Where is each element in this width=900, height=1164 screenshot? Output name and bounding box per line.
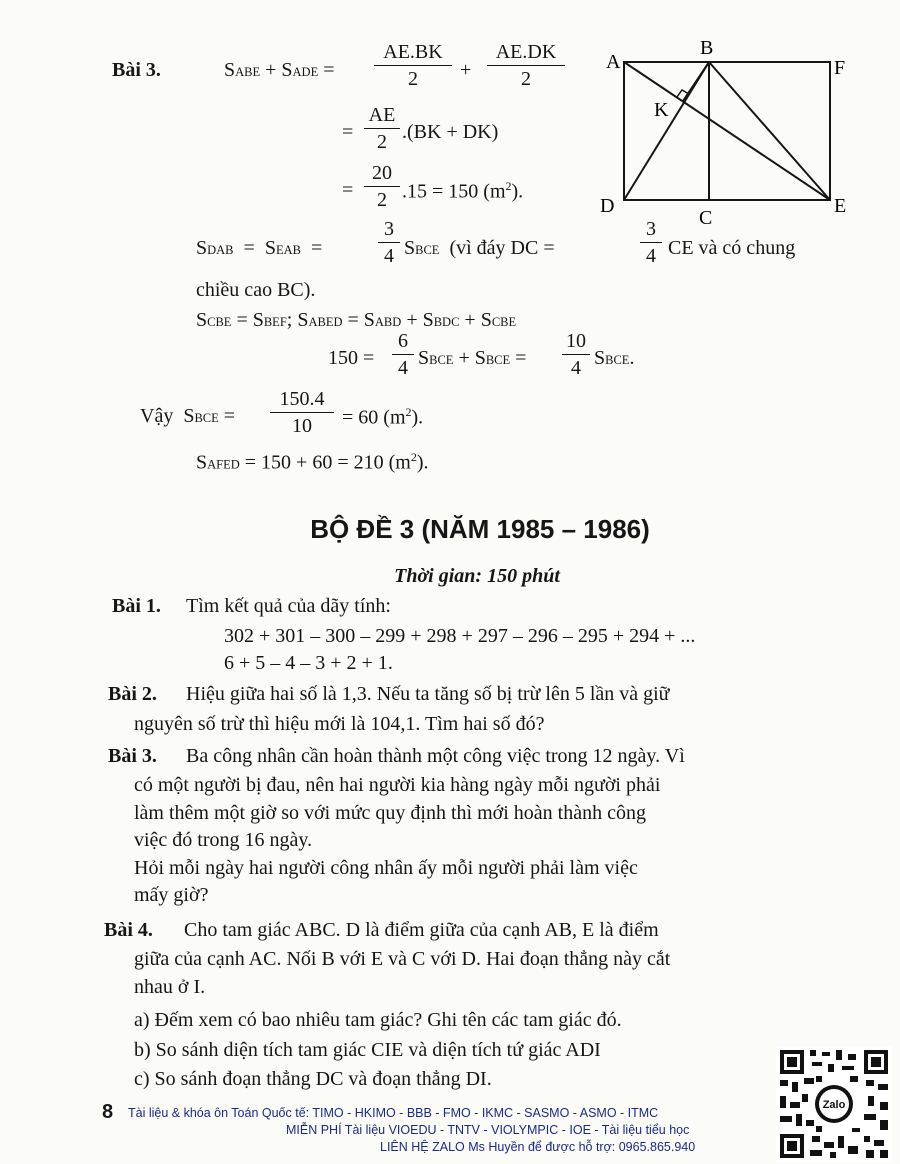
fraction-10-4: $\frac{10}{4}$ xyxy=(562,331,590,378)
fraction-20-2: $\frac{20}{2}$ xyxy=(364,163,400,210)
label-b: B xyxy=(700,37,714,59)
problem-3-line-4: việc đó trong 16 ngày. xyxy=(134,829,313,851)
problem-4-label: Bài 4. xyxy=(104,919,153,941)
problem-4-part-b: b) So sánh diện tích tam giác CIE và diện tích tứ giác ADI xyxy=(134,1039,601,1061)
section-title: BỘ ĐỀ 3 (NĂM 1985 – 1986) xyxy=(310,514,650,544)
plus-sign: + xyxy=(460,59,472,81)
fraction-3-4-b: $\frac{3}{4}$ xyxy=(640,219,662,266)
problem-1-sequence-end: 6 + 5 – 4 – 3 + 2 + 1. xyxy=(224,652,393,674)
fraction-150-4-10: $\frac{150.4}{10}$ xyxy=(270,389,334,436)
solution-line-2: .(BK + DK) xyxy=(402,121,499,143)
solution-line-8: Vậy SBCE = xyxy=(140,405,236,427)
footer-line-2: MIỄN PHÍ Tài liệu VIOEDU - TNTV - VIOLYMPIC - IOE - Tài liệu tiểu học xyxy=(286,1123,690,1137)
problem-2-line-1: Hiệu giữa hai số là 1,3. Nếu ta tăng số bị trừ lên 5 lần và giữ xyxy=(186,683,670,705)
footer-line-1: Tài liệu & khóa ôn Toán Quốc tế: TIMO - HKIMO - BBB - FMO - IKMC - SASMO - ASMO - ITMC xyxy=(128,1106,659,1120)
solution-line-1: SABE + SADE = xyxy=(224,59,335,81)
label-e: E xyxy=(834,195,847,217)
problem-4-line-1: Cho tam giác ABC. D là điểm giữa của cạnh AB, E là điểm xyxy=(184,919,659,941)
footer-line-3: LIÊN HỆ ZALO Ms Huyền để được hỗ trợ: 0965.865.940 xyxy=(380,1140,696,1154)
fraction-6-4: $\frac{6}{4}$ xyxy=(392,331,414,378)
equals-sign: = xyxy=(342,121,354,143)
problem-3-line-2: có một người bị đau, nên hai người kia hàng ngày mỗi người phải xyxy=(134,774,661,796)
solution-line-8-b: = 60 $(m^2)$. xyxy=(342,405,424,429)
problem-3-line-1: Ba công nhân cần hoàn thành một công việc trong 12 ngày. Vì xyxy=(186,745,685,767)
fraction-ae-2: $\frac{AE}{2}$ xyxy=(364,105,400,152)
problem-3-line-3: làm thêm một giờ so với mức quy định thì mới hoàn thành công xyxy=(134,802,646,824)
solution-line-7-c: SBCE. xyxy=(594,347,635,369)
solution-line-9: SAFED = 150 + 60 = 210 $(m^2)$. xyxy=(196,450,429,474)
solution-line-7-b: SBCE + SBCE = xyxy=(418,347,527,369)
solution-label: Bài 3. xyxy=(112,59,161,81)
problem-3-label: Bài 3. xyxy=(108,745,157,767)
segment-bk xyxy=(683,62,709,101)
solution-line-3: .15 = 150 $(m^2)$. xyxy=(402,179,524,203)
zalo-qr-code[interactable] xyxy=(776,1046,892,1162)
zalo-logo: Zalo xyxy=(822,1099,846,1111)
solution-line-7: 150 = xyxy=(328,347,375,369)
problem-4-part-a: a) Đếm xem có bao nhiêu tam giác? Ghi tên các tam giác đó. xyxy=(134,1009,622,1031)
solution-line-6: SCBE = SBEF; SABED = SABD + SBDC + SCBE xyxy=(196,309,517,331)
label-a: A xyxy=(606,51,621,73)
fraction-ae-dk: $\frac{AE.DK}{2}$ xyxy=(487,42,565,89)
problem-3-line-5: Hỏi mỗi ngày hai người công nhân ấy mỗi người phải làm việc xyxy=(134,857,638,879)
problem-1-label: Bài 1. xyxy=(112,595,161,617)
label-c: C xyxy=(699,207,713,226)
label-f: F xyxy=(834,57,846,79)
problem-4-part-c: c) So sánh đoạn thẳng DC và đoạn thẳng DI. xyxy=(134,1068,492,1090)
equals-sign: = xyxy=(342,179,354,201)
label-k: K xyxy=(654,99,669,121)
solution-line-5: chiều cao BC). xyxy=(196,279,316,301)
solution-line-4-c: CE và có chung xyxy=(668,237,796,259)
problem-4-line-3: nhau ở I. xyxy=(134,976,206,998)
problem-1-sequence: 302 + 301 – 300 – 299 + 298 + 297 – 296 – 295 + 294 + ... xyxy=(224,625,696,647)
problem-2-line-2: nguyên số trừ thì hiệu mới là 104,1. Tìm hai số đó? xyxy=(134,713,545,735)
fraction-ae-bk: $\frac{AE.BK}{2}$ xyxy=(374,42,452,89)
geometry-figure xyxy=(596,36,860,226)
solution-line-4: SDAB = SEAB = xyxy=(196,237,323,259)
time-allowed: Thời gian: 150 phút xyxy=(394,565,560,587)
problem-3-line-6: mấy giờ? xyxy=(134,884,209,906)
solution-line-4-b: SBCE (vì đáy DC = xyxy=(404,237,555,259)
problem-2-label: Bài 2. xyxy=(108,683,157,705)
problem-1-text: Tìm kết quả của dãy tính: xyxy=(186,595,391,617)
problem-4-line-2: giữa của cạnh AC. Nối B với E và C với D. Hai đoạn thẳng này cắt xyxy=(134,948,671,970)
fraction-3-4: $\frac{3}{4}$ xyxy=(378,219,400,266)
label-d: D xyxy=(600,195,615,217)
page-number: 8 xyxy=(102,1101,114,1123)
